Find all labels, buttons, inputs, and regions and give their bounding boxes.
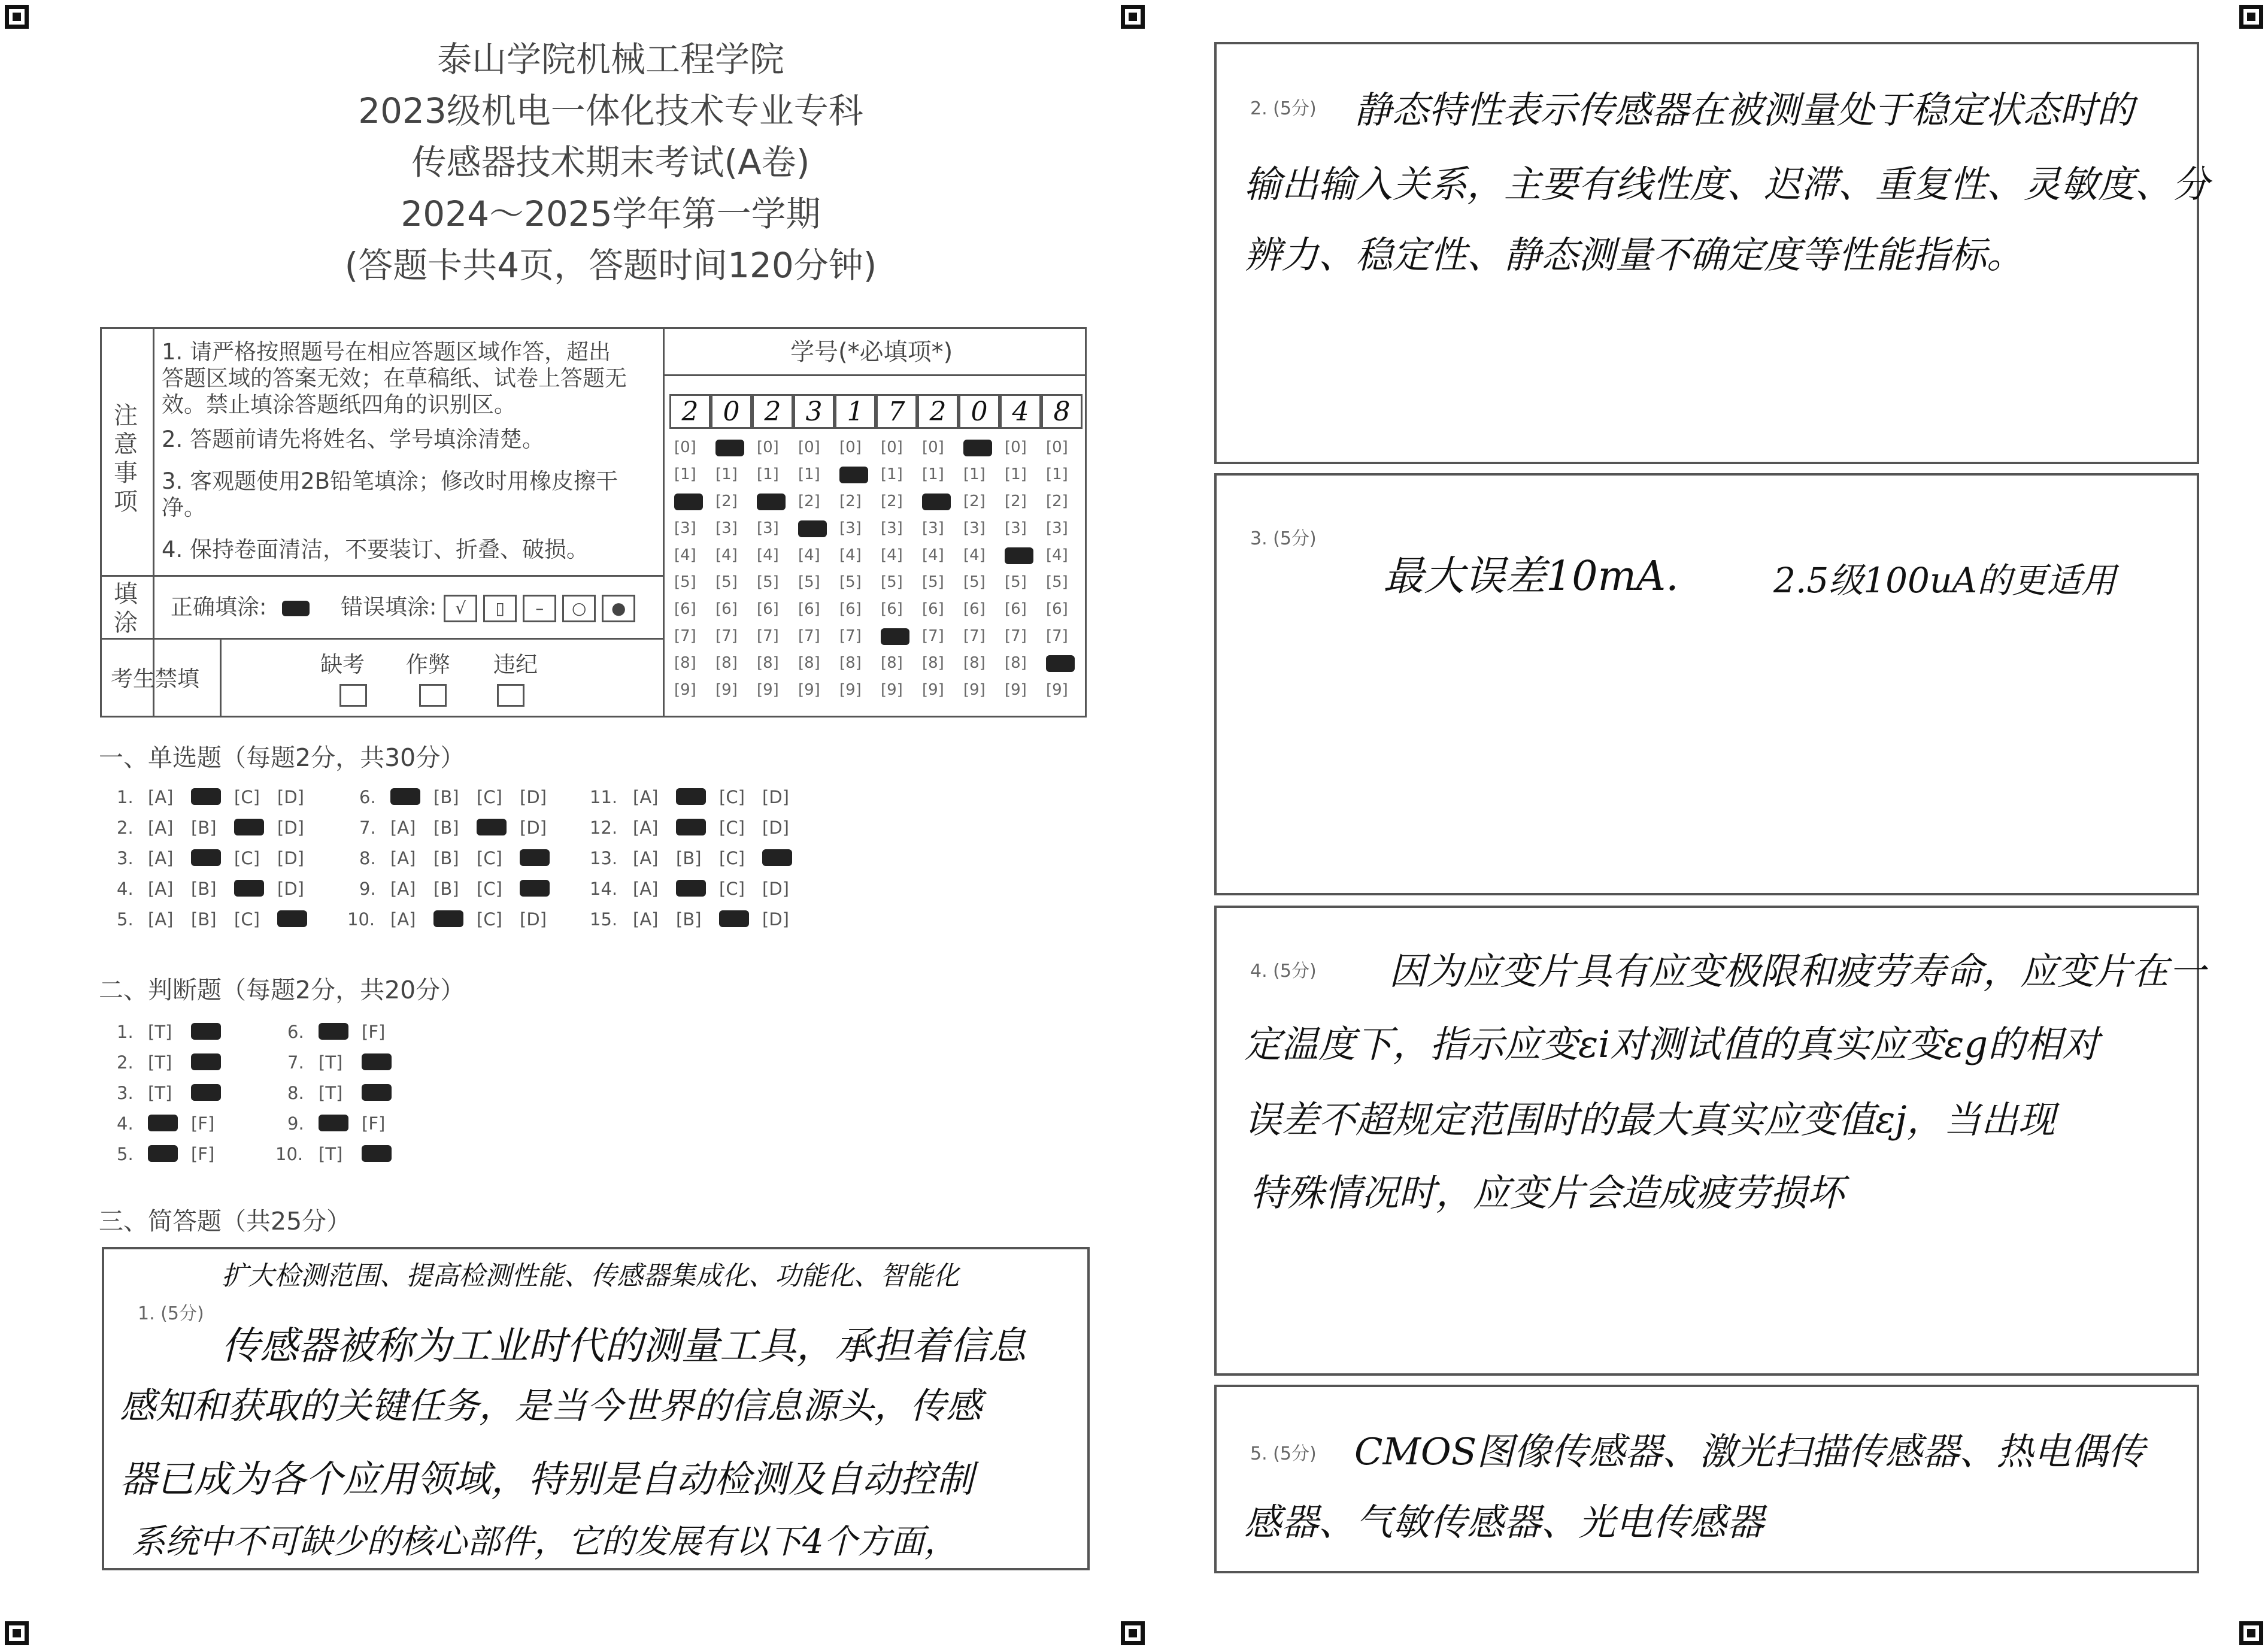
student-id-bubble[interactable]: [7] [963, 627, 986, 645]
exam-title: 传感器技术期末考试(A卷) [411, 142, 810, 183]
mc-section-title: 一、单选题（每题2分，共30分） [99, 743, 465, 772]
forbid-label: 考生禁填 [111, 666, 199, 692]
mc-option-filled[interactable] [676, 819, 706, 835]
mc-question-number: 11. [590, 787, 618, 807]
student-id-bubble[interactable]: [6] [674, 600, 696, 618]
tf-option[interactable]: [T] [319, 1144, 343, 1164]
student-id-bubble[interactable]: [3] [757, 519, 779, 537]
exam-info: (答题卡共4页，答题时间120分钟) [344, 245, 877, 286]
student-id-bubble[interactable]: [4] [798, 546, 820, 564]
q4-line-3: 误差不超规定范围时的最大真实应变值εj，当出现 [1244, 1098, 2055, 1142]
mc-option[interactable]: [B] [676, 848, 702, 868]
answer-box-q3 [1214, 473, 2199, 895]
tf-option-filled[interactable] [362, 1145, 392, 1162]
q3-part-2: 2.5级100uA的更适用 [1773, 560, 2117, 601]
student-id-bubble[interactable]: [9] [674, 681, 696, 699]
student-id-digit-box: 3 [793, 394, 835, 429]
student-id-bubble[interactable]: [9] [839, 681, 862, 699]
student-id-bubble[interactable]: [8] [839, 654, 862, 672]
notice-item-3: 3. 客观题使用2B铅笔填涂；修改时用橡皮擦干净。 [162, 468, 618, 520]
tf-question-number: 7. [287, 1052, 304, 1073]
mc-option-filled[interactable] [719, 910, 749, 927]
student-id-bubble[interactable]: [2] [1046, 492, 1068, 510]
mc-option[interactable]: [A] [633, 879, 659, 899]
student-id-bubble[interactable]: [6] [715, 600, 738, 618]
q2-line-2: 输出输入关系，主要有线性度、迟滞、重复性、灵敏度、分 [1244, 162, 2210, 206]
student-id-bubble[interactable]: [1] [798, 465, 820, 483]
mc-option[interactable]: [C] [719, 879, 745, 899]
mc-option-filled[interactable] [477, 819, 507, 835]
q5-line-2: 感器、气敏传感器、光电传感器 [1244, 1500, 1764, 1544]
student-id-bubble[interactable]: [5] [674, 573, 696, 591]
cheat-checkbox[interactable] [419, 684, 447, 707]
registration-mark-bottom-right [2239, 1621, 2263, 1645]
student-id-bubble-filled[interactable] [1005, 547, 1033, 564]
student-id-bubble[interactable]: [4] [922, 546, 944, 564]
wrong-fill-check: √ [444, 595, 477, 622]
student-id-bubble[interactable]: [1] [1005, 465, 1027, 483]
tf-question-number: 3. [117, 1083, 134, 1103]
q5-line-1: CMOS图像传感器、激光扫描传感器、热电偶传 [1354, 1430, 2145, 1473]
mc-option-filled[interactable] [234, 819, 264, 835]
wrong-fill-label: 错误填涂: [341, 594, 437, 620]
student-id-bubble[interactable]: [8] [674, 654, 696, 672]
mc-option[interactable]: [A] [633, 787, 659, 807]
tf-question-number: 2. [117, 1052, 134, 1073]
divider [100, 575, 663, 577]
mc-option-filled[interactable] [676, 880, 706, 897]
student-id-bubble[interactable]: [7] [674, 627, 696, 645]
student-id-digit-box: 2 [752, 394, 793, 429]
student-id-bubble[interactable]: [5] [839, 573, 862, 591]
mc-option[interactable]: [C] [719, 818, 745, 838]
student-id-bubble[interactable]: [0] [922, 438, 944, 456]
student-id-bubble[interactable]: [6] [1046, 600, 1068, 618]
mc-option[interactable]: [D] [277, 787, 304, 807]
mc-option[interactable]: [C] [477, 848, 502, 868]
student-id-bubble[interactable]: [6] [839, 600, 862, 618]
tf-option-filled[interactable] [148, 1115, 178, 1131]
student-id-digit-box: 2 [669, 394, 711, 429]
tf-option-filled[interactable] [362, 1053, 392, 1070]
term: 2024～2025学年第一学期 [401, 193, 821, 234]
student-id-bubble[interactable]: [5] [922, 573, 944, 591]
mc-option[interactable]: [B] [191, 909, 217, 930]
q4-line-2: 定温度下，指示应变εi对测试值的真实应变εg的相对 [1244, 1022, 2100, 1066]
student-id-digit-box: 8 [1041, 394, 1083, 429]
tf-option[interactable]: [F] [362, 1022, 386, 1042]
q2-label: 2. (5分) [1250, 98, 1317, 119]
mc-option[interactable]: [D] [762, 909, 789, 930]
student-id-bubble[interactable]: [9] [881, 681, 903, 699]
student-id-bubble[interactable]: [9] [798, 681, 820, 699]
student-id-bubble[interactable]: [1] [881, 465, 903, 483]
student-id-bubble[interactable]: [8] [881, 654, 903, 672]
student-id-bubble[interactable]: [3] [1005, 519, 1027, 537]
tf-question-number: 8. [287, 1083, 304, 1103]
tf-question-number: 9. [287, 1113, 304, 1134]
tf-option-filled[interactable] [148, 1145, 178, 1162]
student-id-bubble[interactable]: [0] [881, 438, 903, 456]
q3-label: 3. (5分) [1250, 528, 1317, 549]
student-id-bubble[interactable]: [7] [757, 627, 779, 645]
mc-option[interactable]: [B] [433, 848, 459, 868]
mc-option[interactable]: [A] [148, 787, 174, 807]
q1-line-2: 感知和获取的关键任务，是当今世界的信息源头，传感 [120, 1385, 982, 1427]
student-id-bubble[interactable]: [4] [757, 546, 779, 564]
wrong-fill-dot: ● [602, 595, 635, 622]
student-id-bubble[interactable]: [0] [798, 438, 820, 456]
student-id-bubble[interactable]: [6] [1005, 600, 1027, 618]
student-id-bubble[interactable]: [9] [922, 681, 944, 699]
student-id-bubble[interactable]: [5] [881, 573, 903, 591]
student-id-bubble[interactable]: [8] [963, 654, 986, 672]
mc-option[interactable]: [B] [433, 818, 459, 838]
student-id-bubble[interactable]: [7] [798, 627, 820, 645]
student-id-bubble[interactable]: [8] [757, 654, 779, 672]
mc-option[interactable]: [B] [191, 879, 217, 899]
student-id-bubble[interactable]: [3] [715, 519, 738, 537]
violation-checkbox[interactable] [497, 684, 524, 707]
mc-option-filled[interactable] [520, 880, 550, 897]
q3-part-1: 最大误差10mA. [1383, 553, 1679, 600]
tf-question-number: 1. [117, 1022, 134, 1042]
student-id-bubble[interactable]: [1] [715, 465, 738, 483]
student-id-digit-box: 2 [917, 394, 959, 429]
q4-line-1: 因为应变片具有应变极限和疲劳寿命，应变片在一 [1389, 949, 2206, 993]
mc-option[interactable]: [A] [633, 818, 659, 838]
wrong-fill-dash: – [523, 595, 556, 622]
mc-option[interactable]: [D] [520, 787, 547, 807]
tf-option-filled[interactable] [191, 1053, 221, 1070]
student-id-bubble[interactable]: [9] [715, 681, 738, 699]
mc-option[interactable]: [A] [390, 909, 416, 930]
mc-option[interactable]: [C] [234, 909, 260, 930]
mc-option[interactable]: [D] [277, 848, 304, 868]
q2-line-3: 辨力、稳定性、静态测量不确定度等性能指标。 [1244, 233, 2024, 277]
mc-option-filled[interactable] [433, 910, 463, 927]
tf-section-title: 二、判断题（每题2分，共20分） [99, 976, 465, 1004]
correct-fill-label: 正确填涂: [171, 594, 267, 620]
notice-label: 注意事项 [114, 402, 138, 516]
mc-option[interactable]: [A] [633, 909, 659, 930]
mc-option[interactable]: [C] [719, 848, 745, 868]
student-id-bubble[interactable]: [4] [715, 546, 738, 564]
mc-option[interactable]: [B] [191, 818, 217, 838]
school-name: 泰山学院机械工程学院 [436, 39, 784, 80]
mc-question-number: 8. [359, 848, 376, 868]
student-id-bubble[interactable]: [8] [798, 654, 820, 672]
mc-question-number: 15. [590, 909, 618, 930]
mc-question-number: 10. [347, 909, 375, 930]
student-id-bubble-filled[interactable] [963, 440, 992, 456]
student-id-bubble[interactable]: [4] [881, 546, 903, 564]
registration-mark-top-middle [1121, 5, 1145, 29]
absent-checkbox[interactable] [339, 684, 367, 707]
mc-option[interactable]: [A] [148, 818, 174, 838]
student-id-bubble[interactable]: [8] [1005, 654, 1027, 672]
mc-option[interactable]: [B] [676, 909, 702, 930]
tf-question-number: 10. [275, 1144, 304, 1164]
mc-question-number: 4. [117, 879, 134, 899]
fill-example-row [171, 594, 641, 622]
divider [220, 638, 222, 717]
tf-option-filled[interactable] [319, 1023, 348, 1040]
mc-question-number: 9. [359, 879, 376, 899]
q4-label: 4. (5分) [1250, 961, 1317, 982]
mc-option[interactable]: [A] [633, 848, 659, 868]
mc-question-number: 3. [117, 848, 134, 868]
q1-line-4: 系统中不可缺少的核心部件，它的发展有以下4个方面， [132, 1522, 958, 1561]
student-id-bubble[interactable]: [6] [963, 600, 986, 618]
divider [153, 327, 154, 717]
mc-option[interactable]: [D] [277, 879, 304, 899]
student-id-bubble[interactable]: [1] [757, 465, 779, 483]
student-id-bubble[interactable]: [9] [963, 681, 986, 699]
student-id-bubble[interactable]: [6] [922, 600, 944, 618]
student-id-bubble-filled[interactable] [839, 467, 868, 483]
mc-question-number: 13. [590, 848, 618, 868]
mc-question-number: 5. [117, 909, 134, 930]
student-id-digit-box: 0 [959, 394, 1000, 429]
mc-option[interactable]: [C] [477, 909, 502, 930]
student-id-bubble[interactable]: [2] [1005, 492, 1027, 510]
student-id-bubble[interactable]: [0] [1005, 438, 1027, 456]
student-id-bubble-filled[interactable] [674, 494, 703, 510]
mc-option[interactable]: [B] [433, 787, 459, 807]
student-id-bubble[interactable]: [6] [798, 600, 820, 618]
wrong-fill-circle: ○ [562, 595, 596, 622]
mc-option-filled[interactable] [520, 849, 550, 866]
correct-fill-mark [282, 601, 310, 616]
tf-option[interactable]: [T] [148, 1083, 172, 1103]
student-id-bubble[interactable]: [3] [1046, 519, 1068, 537]
student-id-bubble[interactable]: [1] [1046, 465, 1068, 483]
notice-item-4: 4. 保持卷面清洁，不要装订、折叠、破损。 [162, 537, 589, 562]
student-id-bubble[interactable]: [4] [963, 546, 986, 564]
tf-option[interactable]: [T] [319, 1052, 343, 1073]
cheat-label: 作弊 [406, 652, 450, 677]
student-id-bubble[interactable]: [5] [963, 573, 986, 591]
notice-item-1: 1. 请严格按照题号在相应答题区域作答，超出答题区域的答案无效；在草稿纸、试卷上答题无效。禁止填涂答题纸四角的识别区。 [162, 339, 627, 417]
student-id-bubble[interactable]: [5] [798, 573, 820, 591]
student-id-bubble[interactable]: [8] [922, 654, 944, 672]
divider [663, 327, 665, 717]
mc-question-number: 12. [590, 818, 618, 838]
student-id-bubble[interactable]: [5] [715, 573, 738, 591]
violation-label: 违纪 [493, 652, 538, 677]
mc-option[interactable]: [D] [277, 818, 304, 838]
registration-mark-bottom-middle [1121, 1621, 1145, 1645]
student-id-bubble[interactable]: [3] [963, 519, 986, 537]
mc-option[interactable]: [C] [477, 787, 502, 807]
q1-line-0: 扩大检测范围、提高检测性能、传感器集成化、功能化、智能化 [222, 1261, 959, 1291]
student-id-bubble[interactable]: [7] [922, 627, 944, 645]
student-id-bubble[interactable]: [6] [757, 600, 779, 618]
mc-question-number: 1. [117, 787, 134, 807]
q5-label: 5. (5分) [1250, 1443, 1317, 1464]
mc-option[interactable]: [D] [520, 909, 547, 930]
divider [663, 374, 1087, 376]
divider [100, 638, 663, 640]
student-id-bubble[interactable]: [3] [674, 519, 696, 537]
mc-option[interactable]: [C] [477, 879, 502, 899]
registration-mark-top-right [2239, 5, 2263, 29]
tf-option[interactable]: [T] [319, 1083, 343, 1103]
student-id-bubble[interactable]: [9] [1005, 681, 1027, 699]
mc-option[interactable]: [D] [762, 879, 789, 899]
mc-question-number: 7. [359, 818, 376, 838]
student-id-bubble[interactable]: [5] [1046, 573, 1068, 591]
student-id-bubble[interactable]: [2] [715, 492, 738, 510]
student-id-digit-box: 0 [711, 394, 752, 429]
student-id-bubble[interactable]: [0] [674, 438, 696, 456]
tf-option-filled[interactable] [319, 1115, 348, 1131]
mc-option-filled[interactable] [191, 788, 221, 805]
student-id-bubble[interactable]: [2] [963, 492, 986, 510]
tf-option-filled[interactable] [362, 1084, 392, 1101]
mc-option[interactable]: [D] [762, 787, 789, 807]
student-id-bubble[interactable]: [9] [757, 681, 779, 699]
student-id-bubble[interactable]: [8] [715, 654, 738, 672]
student-id-bubble[interactable]: [4] [839, 546, 862, 564]
absent-label: 缺考 [320, 652, 365, 677]
student-id-bubble-filled[interactable] [798, 520, 827, 537]
student-id-bubble[interactable]: [4] [674, 546, 696, 564]
student-id-bubble-filled[interactable] [715, 440, 744, 456]
q1-label: 1. (5分) [138, 1303, 204, 1324]
tf-option-filled[interactable] [191, 1023, 221, 1040]
student-id-bubble-filled[interactable] [1046, 655, 1075, 672]
mc-question-number: 6. [359, 787, 376, 807]
student-id-bubble[interactable]: [7] [1005, 627, 1027, 645]
student-id-bubble[interactable]: [3] [922, 519, 944, 537]
registration-mark-bottom-left [5, 1621, 29, 1645]
notice-item-2: 2. 答题前请先将姓名、学号填涂清楚。 [162, 426, 545, 452]
student-id-bubble[interactable]: [0] [757, 438, 779, 456]
student-id-bubble[interactable]: [1] [963, 465, 986, 483]
exam-header [251, 34, 970, 291]
student-id-bubble-filled[interactable] [881, 628, 909, 645]
mc-option[interactable]: [A] [148, 909, 174, 930]
student-id-title: 学号(*必填项*) [790, 338, 953, 366]
mc-option[interactable]: [C] [234, 848, 260, 868]
student-id-bubble[interactable]: [7] [1046, 627, 1068, 645]
registration-mark-top-left [5, 5, 29, 29]
student-id-bubble[interactable]: [5] [1005, 573, 1027, 591]
student-id-bubble[interactable]: [7] [839, 627, 862, 645]
mc-option[interactable]: [A] [148, 879, 174, 899]
tf-option-filled[interactable] [191, 1084, 221, 1101]
student-id-bubble[interactable]: [0] [1046, 438, 1068, 456]
student-id-bubble[interactable]: [9] [1046, 681, 1068, 699]
student-id-bubble[interactable]: [6] [881, 600, 903, 618]
student-id-bubble[interactable]: [2] [798, 492, 820, 510]
mc-option-filled[interactable] [277, 910, 307, 927]
tf-option[interactable]: [T] [148, 1022, 172, 1042]
mc-option[interactable]: [A] [390, 848, 416, 868]
mc-option-filled[interactable] [762, 849, 792, 866]
mc-question-number: 2. [117, 818, 134, 838]
student-id-bubble[interactable]: [0] [839, 438, 862, 456]
mc-option[interactable]: [C] [719, 787, 745, 807]
mc-question-number: 14. [590, 879, 618, 899]
mc-option[interactable]: [B] [433, 879, 459, 899]
fill-label: 填涂 [114, 580, 138, 637]
mc-option[interactable]: [A] [148, 848, 174, 868]
student-id-bubble[interactable]: [1] [922, 465, 944, 483]
major-name: 2023级机电一体化技术专业专科 [358, 90, 863, 131]
tf-question-number: 4. [117, 1113, 134, 1134]
student-id-bubble[interactable]: [5] [757, 573, 779, 591]
mc-option-filled[interactable] [390, 788, 420, 805]
q4-line-4: 特殊情况时，应变片会造成疲劳损坏 [1250, 1171, 1845, 1215]
sa-section-title: 三、简答题（共25分） [99, 1207, 351, 1236]
tf-option[interactable]: [F] [362, 1113, 386, 1134]
mc-option[interactable]: [D] [762, 818, 789, 838]
student-id-bubble[interactable]: [7] [715, 627, 738, 645]
mc-option-filled[interactable] [676, 788, 706, 805]
tf-question-number: 5. [117, 1144, 134, 1164]
student-id-bubble-filled[interactable] [922, 494, 951, 510]
student-id-bubble-filled[interactable] [757, 494, 786, 510]
tf-question-number: 6. [287, 1022, 304, 1042]
q1-line-3: 器已成为各个应用领域，特别是自动检测及自动控制 [120, 1457, 974, 1501]
tf-option[interactable]: [T] [148, 1052, 172, 1073]
mc-option-filled[interactable] [234, 880, 264, 897]
mc-option[interactable]: [A] [390, 879, 416, 899]
q1-line-1: 传感器被称为工业时代的测量工具，承担着信息 [222, 1324, 1026, 1369]
tf-option[interactable]: [F] [191, 1113, 215, 1134]
mc-option[interactable]: [D] [520, 818, 547, 838]
student-id-bubble[interactable]: [3] [839, 519, 862, 537]
student-id-digit-box: 7 [876, 394, 917, 429]
student-id-bubble[interactable]: [2] [881, 492, 903, 510]
student-id-digit-box: 1 [835, 394, 876, 429]
tf-option[interactable]: [F] [191, 1144, 215, 1164]
wrong-fill-bar: ▯ [483, 595, 517, 622]
q2-line-1: 静态特性表示传感器在被测量处于稳定状态时的 [1354, 88, 2134, 132]
student-id-digit-box: 4 [1000, 394, 1041, 429]
student-id-bubble[interactable]: [4] [1046, 546, 1068, 564]
student-id-bubble[interactable]: [1] [674, 465, 696, 483]
mc-option-filled[interactable] [191, 849, 221, 866]
mc-option[interactable]: [A] [390, 818, 416, 838]
mc-option[interactable]: [C] [234, 787, 260, 807]
student-id-bubble[interactable]: [3] [881, 519, 903, 537]
student-id-bubble[interactable]: [2] [839, 492, 862, 510]
